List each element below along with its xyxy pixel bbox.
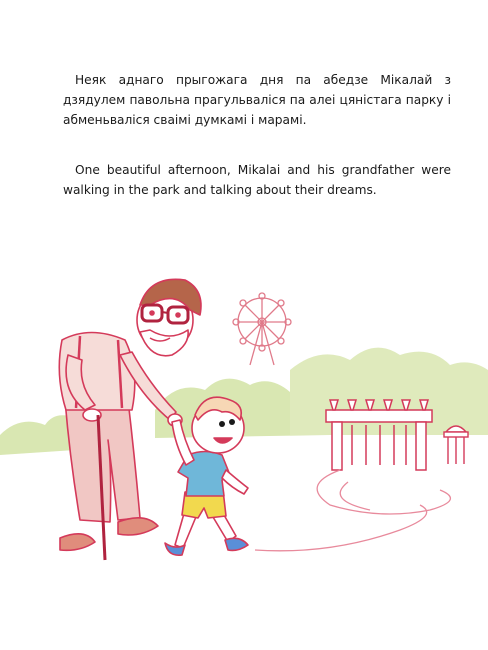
park-walk-illustration <box>0 260 488 580</box>
paragraph-english: One beautiful afternoon, Mikalai and his grandfather were walking in the park and talking about their dreams. <box>63 163 451 197</box>
gazebo <box>444 426 468 464</box>
park-path <box>255 470 450 551</box>
boy-figure <box>165 397 248 555</box>
paragraph-belarusian: Неяк аднаго прыгожага дня па абедзе Мікалай з дзядулем павольна прагульваліся па алеі цяністага парку і абменьваліся сваімі думкамі і марамі. <box>63 73 451 127</box>
ferris-wheel <box>233 293 291 365</box>
